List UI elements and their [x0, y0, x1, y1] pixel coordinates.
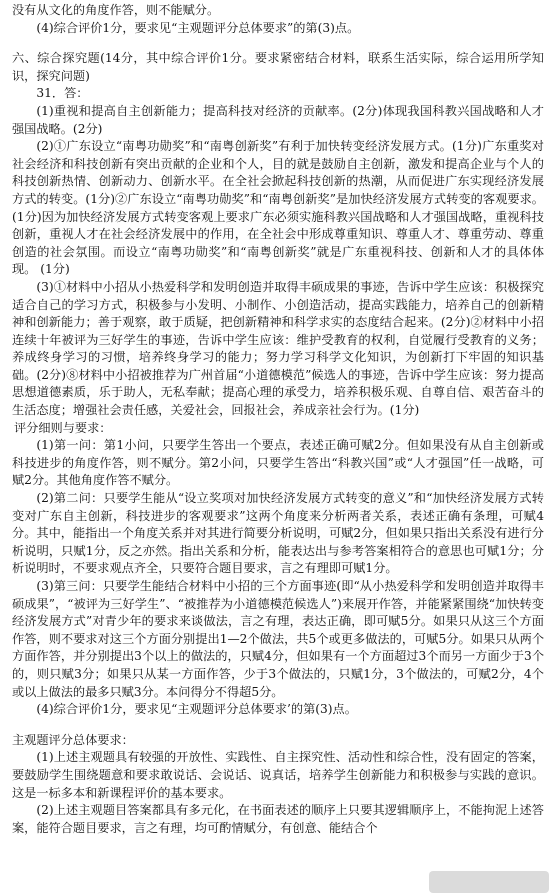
answer-part-2: (2)①广东设立“南粤功勋奖”和“南粤创新奖”有利于加快转变经济发展方式。(1分)广东重奖对社会经济和科技创新有突出贡献的企业和个人，目的就是鼓励自主创新，激发和提高企业与个人的科技创新热情、创新动力、创新水平。在全社会掀起科技创新的热潮，从而促进广东实现经济发展方式的转变。(1分)②广东设立“南粤功勋奖”和“南粤创新奖”是加快经济发展方式转变的客观要求。(1分)因为加快经济发展方式转变客观上要求广东必须实施科教兴国战略和人才强国战略，重视科技创新，重视人才在社会经济发展中的作用，在全社会中形成尊重知识、尊重人才、尊重劳动、尊重创造的社会氛围。而设立“南粤功勋奖”和“南粤创新奖”就是广东重视科技、创新和人才的具体体现。 (1分): [12, 139, 544, 277]
rubric-heading: 评分细则与要求：: [14, 420, 112, 435]
rubric-item-2: (2)第二问：只要学生能从“设立奖项对加快经济发展方式转变的意义”和“加快经济发展方式转变对广东自主创新，科技进步的客观要求”这两个角度来分析两者关系，表述正确有条理，可赋4分。其中，能指出一个角度关系并对其进行简要分析说明，可赋2分，但如果只指出关系没有进行分析说明，只赋1分，反之亦然。指出关系和分析，能表达出与参考答案相符合的意思也可赋1分；分析说明时，不要求观点齐全，只要符合题目要求，言之有理即可赋1分。: [12, 491, 544, 576]
general-requirement-2: (2)上述主观题目答案都具有多元化，在书面表述的顺序上只要其逻辑顺序上，不能拘泥上述答案，能符合题目要求，言之有理，均可酌情赋分，有创意、能结合个: [12, 803, 544, 835]
question-number: 31．答：: [36, 86, 89, 101]
rubric-item-4: (4)综合评价1分，要求见“主观题评分总体要求’的第(3)点。: [36, 702, 357, 717]
general-requirement-1: (1)上述主观题具有较强的开放性、实践性、自主探究性、活动性和综合性，没有固定的答案，要鼓励学生围绕题意和要求敢说话、会说话、说真话，培养学生创新能力和积极参与实践的意识。这是一标多本和新课程评价的基本要求。: [12, 750, 544, 800]
answer-part-3: (3)①材料中小招从小热爱科学和发明创造并取得丰硕成果的事迹，告诉中学生应该：积极探究适合自己的学习方式，积极参与小发明、小制作、小创造活动，提高实践能力，培养自己的创新精神和创新能力；善于观察，敢于质疑，把创新精神和科学求实的态度结合起来。(2分)②材料中小招连续十年被评为三好学生的事迹，告诉中学生应该：维护受教育的权利，自觉履行受教育的义务；养成终身学习的习惯，培养终身学习的能力；努力学习科学文化知识，为创新打下牢固的知识基础。(2分)⑧材料中小招被推荐为广州首届“小道德模范”候选人的事迹，告诉中学生应该：努力提高思想道德素质，乐于助人，无私奉献；提高心理的承受力，培养积极乐观、自尊自信、艰苦奋斗的生活态度；增强社会责任感，关爱社会，回报社会，养成亲社会行为。(1分): [12, 279, 544, 418]
rubric-item-1: (1)第一问：第1小问，只要学生答出一个要点，表述正确可赋2分。但如果没有从自主创新或科技进步的角度作答，则不赋分。第2小问，只要学生答出“科教兴国”或“人才强国”任一战略，可赋2分。其他角度作答不赋分。: [12, 438, 544, 488]
section-heading: 六、综合探究题(14分，其中综合评价1分。要求紧密结合材料，联系生活实际，综合运用所学知识，探究问题): [12, 51, 544, 83]
rubric-item-3: (3)第三问：只要学生能结合材料中小招的三个方面事迹(即“从小热爱科学和发明创造并取得丰硕成果”，“被评为三好学生”、“被推荐为小道德模范候选人”)来展开作答，并能紧紧围绕“加快转变经济发展方式”对青少年的要求来谈做法，言之有理，表达正确，即可赋5分。如果只从这三个方面作答，则不要求对这三个方面分别提出1—2个做法，共5个或更多做法的，可赋5分。如果只从两个方面作答，并分别提出3个以上的做法的，只赋4分，但如果有一个方面超过3个而另一方面少于3个的，则只赋3分；如果只从某一方面作答，少于3个做法的，只赋1分，3个做法的，可赋2分，4个或以上做法的最多只赋3分。本问得分不得超5分。: [12, 579, 544, 699]
text-line: (4)综合评价1分，要求见“主观题评分总体要求”的第(3)点。: [36, 20, 360, 35]
general-requirements-heading: 主观题评分总体要求：: [12, 732, 134, 747]
watermark-logo: [429, 871, 549, 893]
text-line: 没有从文化的角度作答，则不能赋分。: [12, 3, 220, 17]
answer-part-1: (1)重视和提高自主创新能力；提高科技对经济的贡献率。(2分)体现我国科教兴国战略和人才强国战略。(2分): [12, 103, 544, 136]
